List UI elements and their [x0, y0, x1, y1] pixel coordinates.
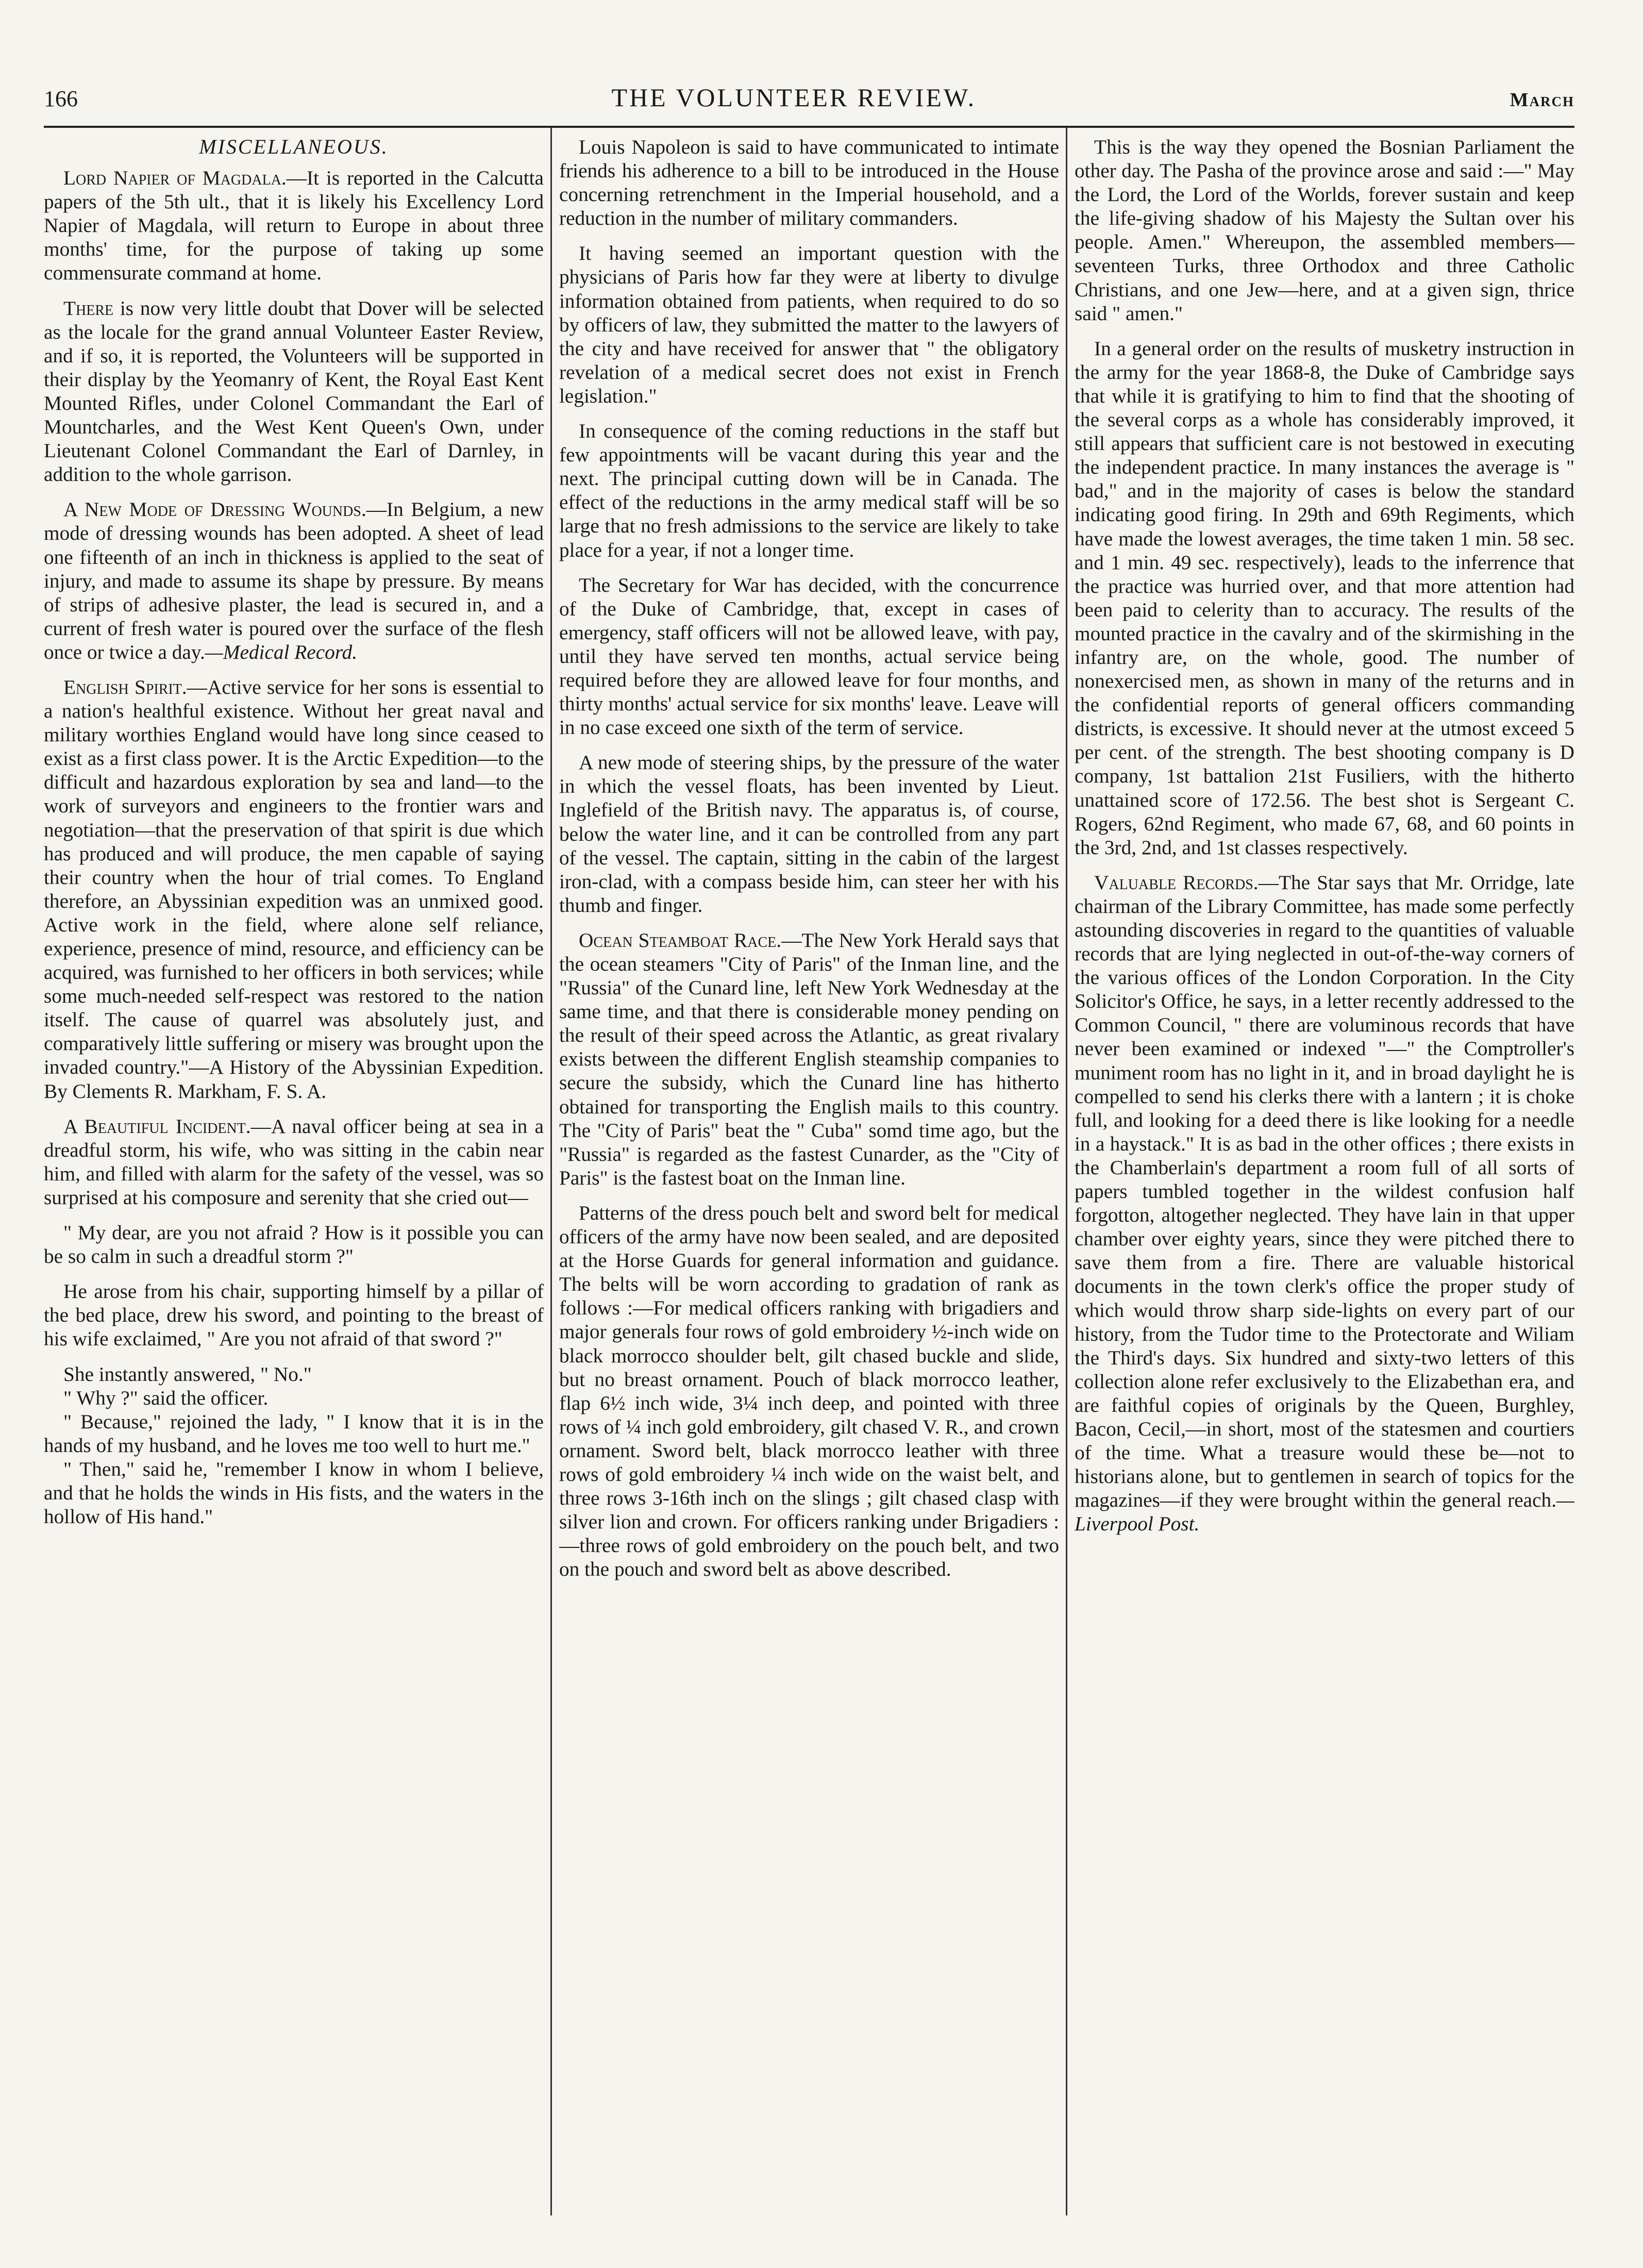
article-paragraph: [44, 1221, 544, 1268]
article-paragraph: [44, 166, 544, 285]
article-paragraph: [44, 675, 544, 1103]
article-paragraph: [44, 1386, 544, 1410]
article-lead: A New Mode of Dressing Wounds.: [63, 498, 366, 521]
header-rule: [44, 126, 1574, 128]
column-1: [44, 135, 544, 2217]
article-text: The Secretary for War has decided, with the concurrence of the Duke of Cambridge, that, except in cases of emergency, staff officers will not be allowed leave, with pay, until they have served ten months, actual service being required before they are allowed leave for four months, and thirty months' actual service for six months' leave. Leave will in no case exceed one sixth of the term of service.: [559, 573, 1059, 739]
article-source: —Medical Record.: [205, 640, 358, 663]
article-paragraph: [44, 296, 544, 487]
article-text: " Because," rejoined the lady, " I know that it is in the hands of my husband, and he loves me too well to hurt me.": [44, 1410, 544, 1457]
article-paragraph: [44, 1362, 544, 1386]
article-paragraph: [559, 135, 1059, 230]
article-lead: A Beautiful Incident.: [63, 1114, 251, 1138]
article-paragraph: [1075, 871, 1574, 1536]
article-text: In consequence of the coming reductions in the staff but few appointments will be vacant during this year and the next. The principal cutting down will be in Canada. The effect of the reductions in the army medical staff will be so large that no fresh admissions to the service are likely to take place for a year, if not a longer time.: [559, 420, 1059, 561]
article-paragraph: [559, 573, 1059, 740]
article-paragraph: [44, 1410, 544, 1457]
article-source: —Liverpool Post.: [1075, 1489, 1574, 1536]
article-text: In a general order on the results of musketry instruction in the army for the year 1868-8, the Duke of Cambridge says that while it is gratifying to him to find that the shooting of the several corps as a whole has considerably improved, it still appears that sufficient care is not bestowed in executing the independent practice. In many instances the average is " bad," and in the majority of cases is below the standard indicating good firing. In 29th and 69th Regiments, which have made the lowest averages, the time taken 1 min. 58 sec. and 1 min. 49 sec. respectively), leads to the inferrence that the practice was hurried over, and that more attention had been paid to celerity than to accuracy. The results of the mounted practice in the cavalry and of the skirmishing in the infantry are, on the whole, good. The number of nonexercised men, as shown in many of the returns and in the confidential reports of general officers commanding districts, is excessive. It should never at the utmost exceed 5 per cent. of the strength. The best shooting company is D company, 1st battalion 21st Fusiliers, with the hitherto unattained score of 172.56. The best shot is Sergeant C. Rogers, 62nd Regiment, who made 67, 68, and 60 points in the 3rd, 2nd, and 1st classes respectively.: [1075, 337, 1574, 859]
article-text: She instantly answered, " No.": [63, 1362, 312, 1386]
running-title: THE VOLUNTEER REVIEW.: [611, 83, 977, 112]
article-paragraph: [559, 928, 1059, 1190]
article-lead: Valuable Records.: [1094, 871, 1259, 894]
article-text: Louis Napoleon is said to have communicated to intimate friends his adherence to a bill to be introduced in the House concerning retrenchment in the Imperial household, and a reduction in the number of military commanders.: [559, 136, 1059, 230]
article-text: He arose from his chair, supporting himself by a pillar of the bed place, drew his sword, and pointing to the breast of his wife exclaimed, " Are you not afraid of that sword ?": [44, 1280, 544, 1350]
article-text: —In Belgium, a new mode of dressing wounds has been adopted. A sheet of lead one fifteenth of an inch in thickness is applied to the seat of injury, and made to assume its shape by pressure. By means of strips of adhesive plaster, the lead is secured in, and a current of fresh water is poured over the surface of the flesh once or twice a day.: [44, 498, 544, 663]
article-lead: Lord Napier of Magdala.: [63, 166, 287, 190]
article-text: " My dear, are you not afraid ? How is it possible you can be so calm in such a dreadful storm ?": [44, 1221, 544, 1268]
article-text: A new mode of steering ships, by the pressure of the water in which the vessel floats, has been invented by Lieut. Inglefield of the British navy. The apparatus is, of course, below the water line, and it can be controlled from any part of the vessel. The captain, sitting in the cabin of the largest iron-clad, with a compass beside him, can steer her with his thumb and finger.: [559, 751, 1059, 916]
article-text: Patterns of the dress pouch belt and sword belt for medical officers of the army have now been sealed, and are deposited at the Horse Guards for general information and guidance. The belts will be worn according to gradation of rank as follows :—For medical officers ranking with brigadiers and major generals four rows of gold embroidery ½-inch wide on black morrocco shoulder belt, gilt chased buckle and slide, but no breast ornament. Pouch of black morrocco leather, flap 6½ inch wide, 3¼ inch deep, and pointed with three rows of ¼ inch gold embroidery, gilt chased V. R., and crown ornament. Sword belt, black morrocco leather with three rows of gold embroidery ¼ inch wide on the waist belt, and three rows 3-16th inch on the slings ; gilt chased clasp with silver lion and crown. For officers ranking under Brigadiers :—three rows of gold embroidery on the pouch belt, and two on the pouch and sword belt as above described.: [559, 1201, 1059, 1581]
article-text: —The New York Herald says that the ocean steamers "City of Paris" of the Inman line, and the "Russia" of the Cunard line, left New York Wednesday at the same time, and that there is considerable money pending on the result of their speed across the Atlantic, as great rivalary exists between the different English steamship companies to secure the subsidy, which the Cunard line has hitherto obtained for transporting the English mails to this country. The "City of Paris" beat the " Cuba" somd time ago, but the "Russia" is regarded as the fastest Cunarder, as the "City of Paris" is the fastest boat on the Inman line.: [559, 928, 1059, 1189]
article-lead: Ocean Steamboat Race.: [579, 928, 782, 952]
article-paragraph: [44, 1457, 544, 1528]
article-lead: There: [63, 296, 114, 320]
article-text: is now very little doubt that Dover will be selected as the locale for the grand annual Volunteer Easter Review, and if so, it is reported, the Volunteers will be supported in their display by the Yeomanry of Kent, the Royal East Kent Mounted Rifles, under Colonel Commandant the Earl of Mountcharles, and the West Kent Queen's Own, under Lieutenant Colonel Commandant the Earl of Darnley, in addition to the whole garrison.: [44, 296, 544, 486]
page-header: [44, 82, 1574, 124]
article-paragraph: [559, 241, 1059, 408]
article-text: —The Star says that Mr. Orridge, late chairman of the Library Committee, has made some perfectly astounding discoveries in regard to the quantities of valuable records that are lying neglected in out-of-the-way corners of the various offices of the London Corporation. In the City Solicitor's Office, he says, in a letter recently addressed to the Common Council, " there are voluminous records that have never been examined or indexed "—" the Comptroller's muniment room has no light in it, and in broad daylight he is compelled to send his clerks there with a lantern ; it is choke full, and looking for a deed there is like looking for a needle in a haystack." It is as bad in the other offices ; there exists in the Chamberlain's department a room full of all sorts of papers tumbled together in the wildest confusion half forgotton, altogether neglected. They have lain in that upper chamber over eighty years, since they were pitched there to save them from a fire. There are valuable historical documents in the town clerk's office the proper study of which would throw sharp side-lights on every part of our history, from the Tudor time to the Protectorate and Wiliam the Third's days. Six hundred and sixty-two letters of this collection alone refer exclusively to the Elizabethan era, and are faithful copies of originals by the Queen, Burghley, Bacon, Cecil,—in short, most of the statesmen and courtiers of the time. What a treasure would these be—not to historians alone, but to gentlemen in search of topics for the magazines—if they were brought within the general reach.: [1075, 871, 1574, 1512]
article-lead: English Spirit.: [63, 675, 187, 698]
article-paragraph: [44, 1279, 544, 1350]
column-3: [1075, 135, 1574, 2217]
column-2: [559, 135, 1059, 2217]
article-text: It having seemed an important question with the physicians of Paris how far they were at liberty to divulge information obtained from patients, when required to do so by officers of law, they submitted the matter to the lawyers of the city and have received for answer that " the obligatory revelation of a medical secret does not exist in French legislation.": [559, 242, 1059, 407]
article-text: —It is reported in the Calcutta papers of the 5th ult., that it is likely his Excellency Lord Napier of Magdala, will return to Europe in about three months' time, for the purpose of taking up some commensurate command at home.: [44, 166, 544, 285]
column-divider-1: [550, 128, 552, 2215]
article-paragraph: [1075, 337, 1574, 859]
article-paragraph: [1075, 135, 1574, 325]
article-paragraph: [559, 1201, 1059, 1581]
section-heading: MISCELLANEOUS.: [199, 135, 389, 158]
article-text: This is the way they opened the Bosnian Parliament the other day. The Pasha of the province arose and said :—" May the Lord, the Lord of the Worlds, forever sustain and keep the life-giving shadow of his Majesty the Sultan over his people. Amen." Whereupon, the assembled members—seventeen Turks, three Orthodox and three Catholic Christians, and one Jew—here, and at a given sign, thrice said " amen.": [1075, 136, 1574, 325]
article-paragraph: [44, 1114, 544, 1209]
article-text: —A naval officer being at sea in a dreadful storm, his wife, who was sitting in the cabin near him, and filled with alarm for the safety of the vessel, was so surprised at his composure and serenity that she cried out—: [44, 1114, 544, 1209]
article-paragraph: [559, 419, 1059, 562]
issue-month: March: [1510, 89, 1574, 111]
article-text: " Then," said he, "remember I know in whom I believe, and that he holds the winds in His fists, and the waters in the hollow of His hand.": [44, 1457, 544, 1528]
article-paragraph: [559, 751, 1059, 917]
article-text: —Active service for her sons is essential to a nation's healthful existence. Without her great naval and military worthies England would have long since ceased to exist as a first class power. It is the Arctic Expedition—to the difficult and hazardous exploration by sea and land—to the work of surveyors and engineers to the frontier wars and negotiation—that the preservation of that spirit is due which has produced and will produce, the men capable of saying their country when the hour of trial comes. To England therefore, an Abyssinian expedition was an unmixed good. Active work in the field, where alone self reliance, experience, presence of mind, resource, and efficiency can be acquired, was furnished to her officers in both services; while some much-needed self-respect was restored to the nation itself. The cause of quarrel was absolutely just, and comparatively little suffering or misery was brought upon the invaded country."—A History of the Abyssinian Expedition. By Clements R. Markham, F. S. A.: [44, 675, 544, 1103]
column-divider-2: [1066, 128, 1067, 2215]
article-text: " Why ?" said the officer.: [63, 1386, 269, 1409]
page-number: 166: [44, 86, 78, 111]
article-paragraph: [44, 497, 544, 664]
